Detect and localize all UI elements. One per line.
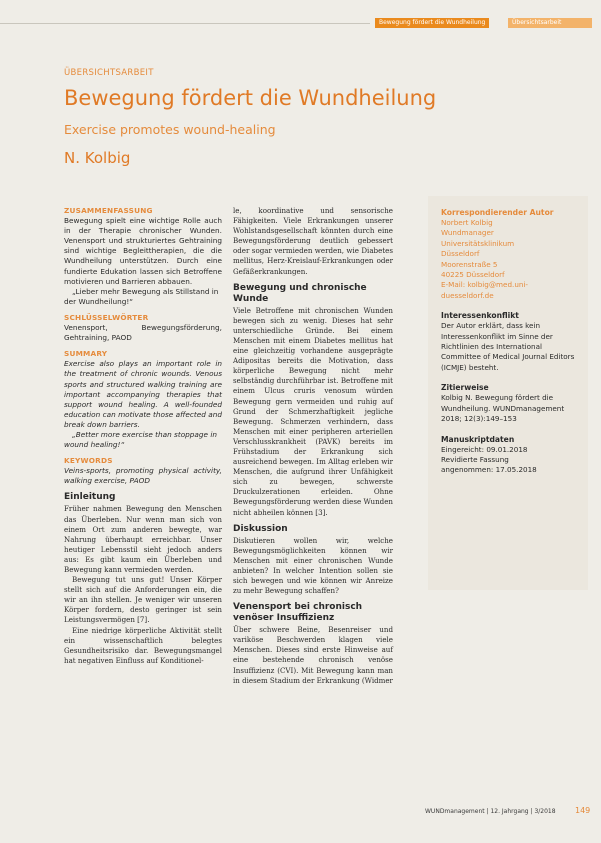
address-line: Wundmanager [441, 228, 494, 238]
article-author: N. Kolbig [64, 149, 131, 167]
header-section-label [375, 18, 489, 28]
address-line: Düsseldorf [441, 249, 480, 259]
address-line: Norbert Kolbig [441, 218, 493, 227]
einleitung-paragraph-2: Bewegung tut uns gut! Unser Körper stellt sich auf die Anforderungen ein, die wir an ihn stellen. Je weniger wir unseren Körper fordern, desto geringer ist sein Leistungsvermögen [7]. [64, 575, 222, 625]
einleitung-paragraph-3: Eine niedrige körperliche Aktivität stellt ein wissenschaftlich belegtes Gesundheitsrisiko dar. Bewegungsmangel hat negativen Einfluss auf Konditionel- [64, 625, 222, 665]
venensport-paragraph: Über schwere Beine, Besenreiser und variköse Beschwerden klagen viele Menschen. Dieses sind erste Hinweise auf eine bestehende chronisch venöse Insuffizienz (CVI). Mit Bewegung kann man in diesem Stadium der Erkrankung (Widmer [233, 625, 393, 685]
running-header [0, 18, 601, 28]
manuskript-line: Revidierte Fassung [441, 454, 509, 464]
zusammenfassung-heading: ZUSAMMENFASSUNG [64, 206, 153, 215]
column-2 [233, 206, 393, 686]
article-type: ÜBERSICHTSARBEIT [64, 68, 154, 78]
korrespondierender-autor-address [441, 218, 581, 301]
interessenkonflikt-heading: Interessenkonflikt [441, 311, 519, 321]
manuskript-line: Eingereicht: 09.01.2018 [441, 444, 528, 454]
header-rule [0, 23, 370, 24]
summary-heading: SUMMARY [64, 349, 108, 359]
article-subtitle: Exercise promotes wound-healing [64, 122, 276, 137]
zitierweise-heading: Zitierweise [441, 383, 489, 393]
column-3-sidebar [441, 208, 581, 476]
address-line: Moorenstraße 5 [441, 259, 498, 269]
einleitung-paragraph-1: Früher nahmen Bewegung den Menschen das Überleben. Nur wenn man sich von einem Ort zum anderen bewegte, war Nahrung überhaupt erreichbar. Unser heutiger Lebensstil sieht jedoch anders aus: Es gibt kaum ein Überleben und Bewegung kann vermieden werden. [64, 504, 222, 574]
header-section-title: Bewegung fördert die Wundheilung [379, 19, 486, 26]
zusammenfassung-text: Bewegung spielt eine wichtige Rolle auch in der Therapie chronischer Wunden. Venensport und strukturiertes Gehtraining sind wichtige Begleittherapien, die die Wundheilung unterstützen. Durch eine fundierte Edukation lassen sich Betroffene motivieren und Barrieren abbauen. [64, 216, 222, 286]
schluesselwoerter-text: Venensport, Bewegungsförderung, Gehtraining, PAOD [64, 323, 222, 343]
email-line: E-Mail: kolbig@med.uni- [441, 280, 529, 290]
footer-journal: WUNDmanagement | 12. Jahrgang | 3/2018 [425, 808, 556, 815]
summary-text: Exercise also plays an important role in the treatment of chronic wounds. Venous sports and structured walking training are important accompanying therapies that support wound healing. A well-founded education can motivate those affected and break down barriers. [64, 359, 222, 429]
einleitung-heading: Einleitung [64, 492, 116, 503]
schluesselwoerter-heading: SCHLÜSSELWÖRTER [64, 312, 149, 322]
address-line: 40225 Düsseldorf [441, 270, 505, 280]
address-line: Universitätsklinikum [441, 238, 515, 248]
page-number: 149 [575, 806, 591, 815]
bewegung-paragraph: Viele Betroffene mit chronischen Wunden bewegen sich zu wenig. Dieses hat sehr unterschiedliche Gründe. Bei einem Menschen mit einem Diabetes mellitus hat eine gleichzeitig vorhandene ausgeprägte Adipositas bereits die Motivation, dass körperliche Bewegung nicht mehr selbständig durchführbar ist. Betroffene mit einem Ulcus cruris venosum würden Bewegung gern vermeiden und ruhig auf Grund der Schmerzhaftigkeit jegliche Bewegung. Schmerzen verhindern, dass Menschen mit einer peripheren arteriellen Verschlusskrankheit (PAVK) bereits im Frühstadium der Erkrankung sich ausreichend bewegen. Im Alltag erleben wir Menschen, die aufgrund ihrer Unfähigkeit sich zu bewegen, schwerste Druckulzerationen erleiden. Ohne Bewegungsförderung werden diese Wunden nicht abheilen können [3]. [233, 305, 393, 517]
email-line: duesseldorf.de [441, 290, 494, 300]
diskussion-paragraph: Diskutieren wollen wir, welche Bewegungsmöglichkeiten können wir Menschen mit einer chronischen Wunde anbieten? In welcher Intention sollen sie sich bewegen und wie können wir Anreize zu mehr Bewegung schaffen? [233, 535, 393, 596]
korrespondierender-autor-heading: Korrespondierender Autor [441, 208, 554, 217]
zusammenfassung-quote: „Lieber mehr Bewegung als Stillstand in der Wundheilung!“ [64, 286, 219, 306]
header-section-tag: Übersichtsarbeit [508, 18, 592, 28]
column-1 [64, 206, 222, 666]
intro-continuation: le, koordinative und sensorische Fähigkeiten. Viele Erkrankungen unserer Wohlstandsgesellschaft könnten durch eine Bewegungsförderung deutlich gebessert oder sogar vermieden werden, wie Diabetes mellitus, Herz-Kreislauf-Erkrankungen oder Gefäßerkrankungen. [233, 206, 393, 276]
keywords-heading: KEYWORDS [64, 456, 113, 466]
manuskript-line: angenommen: 17.05.2018 [441, 465, 537, 475]
interessenkonflikt-text: Der Autor erklärt, dass kein Interessenkonflikt im Sinne der Richtlinien des International Committee of Medical Journal Editors (ICMJE) besteht. [441, 321, 575, 372]
keywords-text: Veins-sports, promoting physical activity, walking exercise, PAOD [64, 466, 222, 486]
article-title: Bewegung fördert die Wundheilung [64, 86, 437, 110]
page-footer [425, 806, 591, 815]
section-heading-diskussion: Diskussion [233, 523, 288, 534]
section-heading-bewegung: Bewegung und chronische Wunde [233, 282, 367, 304]
section-heading-venensport: Venensport bei chronisch venöser Insuffizienz [233, 602, 363, 624]
zitierweise-text: Kolbig N. Bewegung fördert die Wundheilung. WUNDmanagement 2018; 12(3):149–153 [441, 393, 565, 424]
manuskriptdaten-heading: Manuskriptdaten [441, 434, 515, 444]
summary-quote: „Better more exercise than stoppage in wound healing!“ [64, 429, 217, 450]
